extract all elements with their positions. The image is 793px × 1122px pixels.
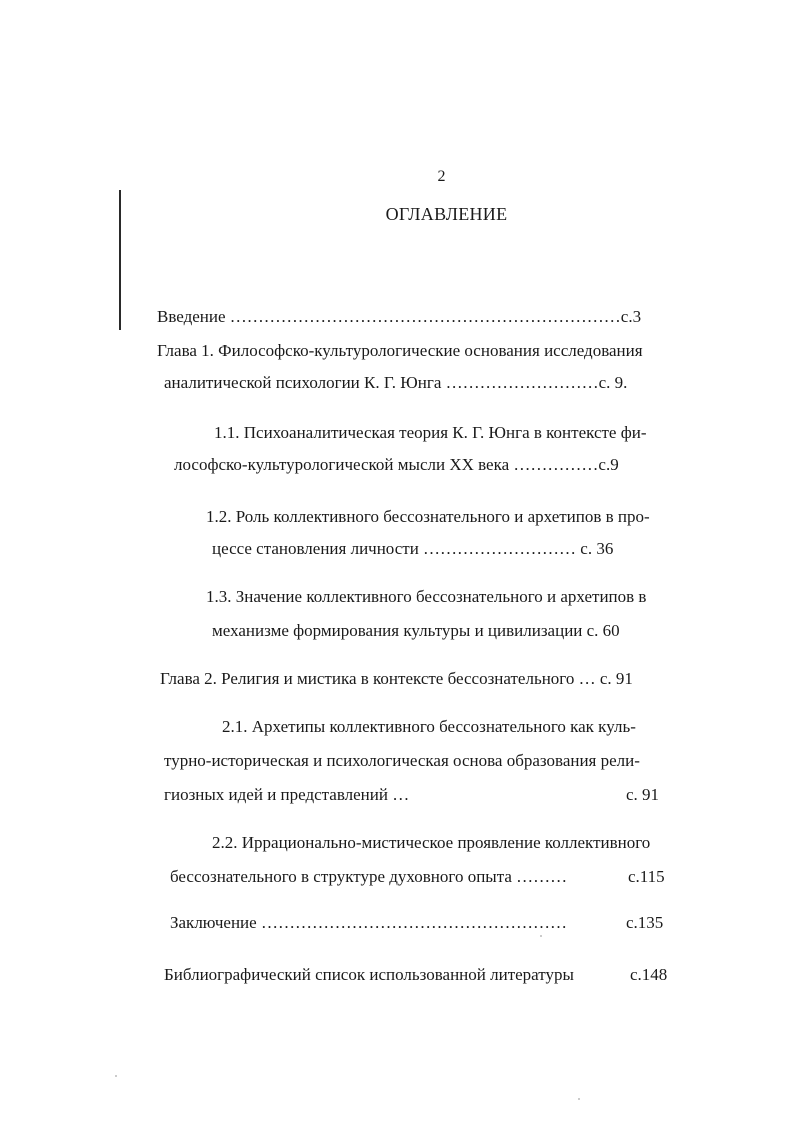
toc-s22-line2: бессознательного в структуре духовного опыта ……… — [170, 867, 568, 886]
toc-conclusion-label: Заключение ……………………………………………… — [170, 913, 567, 932]
scan-speck — [115, 1075, 117, 1077]
toc-s13-line2: механизме формирования культуры и цивилизации с. 60 — [212, 621, 620, 640]
scan-speck — [540, 935, 542, 937]
toc-s22-line1: 2.2. Иррационально-мистическое проявление коллективного — [212, 833, 651, 852]
toc-ch2-line1: Глава 2. Религия и мистика в контексте бессознательного … с. 91 — [160, 669, 633, 688]
toc-s11-line1: 1.1. Психоаналитическая теория К. Г. Юнга в контексте фи- — [214, 423, 647, 442]
page-number: 2 — [437, 168, 446, 185]
toc-intro: Введение ……………………………………………………………с.3 — [157, 307, 642, 326]
toc-ch1-line1: Глава 1. Философско-культурологические основания исследования — [157, 341, 643, 360]
toc-heading: ОГЛАВЛЕНИЕ — [385, 204, 508, 224]
toc-ch1-line2: аналитической психологии К. Г. Юнга ………………………с. 9. — [164, 373, 628, 392]
toc-s22-page: с.115 — [628, 867, 665, 886]
toc-conclusion-page: с.135 — [626, 913, 664, 932]
toc-s13-line1: 1.3. Значение коллективного бессознательного и архетипов в — [206, 587, 647, 606]
toc-s21-line2: турно-историческая и психологическая основа образования рели- — [164, 751, 640, 770]
scan-speck — [578, 1098, 580, 1100]
toc-bibliography-label: Библиографический список использованной литературы — [164, 965, 574, 984]
toc-bibliography-page: с.148 — [630, 965, 668, 984]
toc-s12-line1: 1.2. Роль коллективного бессознательного и архетипов в про- — [206, 507, 650, 526]
toc-s11-line2: лософско-культурологической мысли XX века ……………с.9 — [174, 455, 619, 474]
toc-s12-line2: цессе становления личности ……………………… с. 36 — [212, 539, 614, 558]
toc-s21-line1: 2.1. Архетипы коллективного бессознательного как куль- — [222, 717, 636, 736]
toc-s21-line3: гиозных идей и представлений … — [164, 785, 410, 804]
toc-s21-page: с. 91 — [626, 785, 660, 804]
